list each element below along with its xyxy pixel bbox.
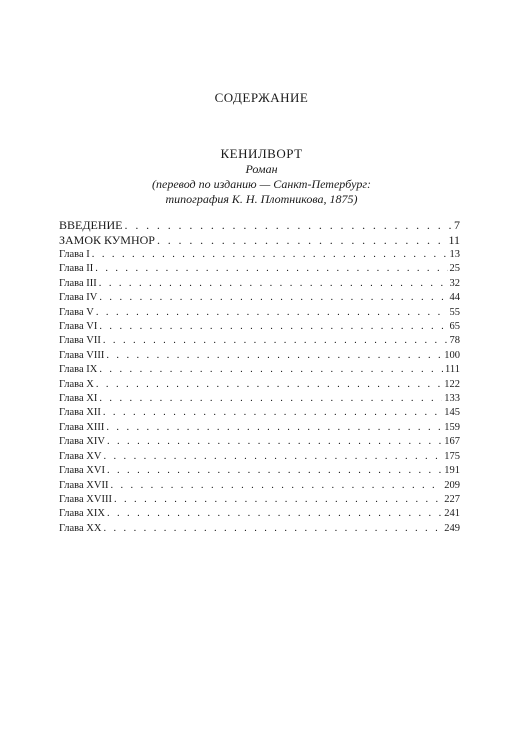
toc-entry-page: 145 (444, 407, 460, 419)
toc-entry-page: 65 (449, 321, 460, 333)
toc-entry-label: Глава VI (59, 321, 98, 333)
toc-entry-label: Глава XIV (59, 436, 105, 448)
toc-entry[interactable] (59, 277, 460, 291)
toc-entry[interactable] (59, 522, 460, 536)
toc-leader-dots (110, 479, 442, 493)
toc-entry[interactable] (59, 507, 460, 521)
toc-entry[interactable] (59, 291, 460, 305)
toc-entry-page: 25 (449, 263, 460, 275)
toc-leader-dots (106, 349, 442, 363)
work-header (0, 145, 523, 207)
toc-leader-dots (103, 334, 448, 348)
toc-entry-label: Глава VII (59, 335, 101, 347)
toc-entry-page: 191 (444, 465, 460, 477)
toc-entry[interactable] (59, 421, 460, 435)
toc-entry[interactable] (59, 435, 460, 449)
toc-entry-label: Глава XIII (59, 421, 105, 433)
toc-entry-page: 100 (444, 349, 460, 361)
toc-entry-label: ЗАМОК КУМНОР (59, 233, 155, 247)
work-note-line-1: (перевод по изданию — Санкт-Петербург: (152, 177, 371, 191)
toc-entry-label: Глава I (59, 249, 90, 260)
toc-leader-dots (107, 435, 442, 449)
toc-entry-label: Глава XVI (59, 465, 105, 477)
toc-entry-label: Глава IX (59, 364, 98, 376)
toc-entry[interactable] (59, 248, 460, 262)
toc-entry-page: 44 (449, 292, 460, 304)
toc-leader-dots (157, 233, 446, 248)
toc-entry[interactable] (59, 320, 460, 334)
toc-leader-dots (99, 363, 443, 377)
work-title: КЕНИЛВОРТ (220, 146, 303, 161)
toc-leader-dots (96, 306, 448, 320)
toc-entry-label: Глава V (59, 306, 94, 318)
toc-leader-dots (106, 421, 442, 435)
toc-leader-dots (107, 464, 442, 478)
toc-entry-page: 227 (444, 493, 460, 505)
toc-entry-label: Глава IV (59, 292, 98, 304)
table-of-contents (59, 218, 460, 536)
toc-entry-label: Глава XX (59, 522, 102, 534)
toc-leader-dots (103, 450, 442, 464)
toc-leader-dots (99, 277, 448, 291)
toc-leader-dots (96, 378, 442, 392)
toc-leader-dots (107, 507, 442, 521)
toc-entry[interactable] (59, 218, 460, 233)
toc-entry-page: 32 (449, 277, 460, 289)
toc-entry[interactable] (59, 334, 460, 348)
toc-entry-page: 209 (444, 479, 460, 491)
toc-entry[interactable] (59, 349, 460, 363)
toc-entry-label: Глава XV (59, 450, 102, 462)
toc-entry[interactable] (59, 479, 460, 493)
toc-entry-page: 167 (444, 436, 460, 448)
toc-leader-dots (103, 406, 442, 420)
toc-entry-page: 249 (444, 522, 460, 534)
toc-entry[interactable] (59, 306, 460, 320)
toc-entry[interactable] (59, 392, 460, 406)
toc-entry-page: 175 (444, 450, 460, 462)
toc-leader-dots (95, 262, 447, 276)
toc-entry-label: ВВЕДЕНИЕ (59, 218, 123, 232)
page-heading: СОДЕРЖАНИЕ (214, 90, 309, 105)
toc-leader-dots (114, 493, 442, 507)
toc-leader-dots (99, 320, 447, 334)
toc-entry-label: Глава VIII (59, 349, 105, 361)
toc-entry-page: 111 (445, 364, 460, 376)
toc-entry-page: 78 (449, 335, 460, 347)
toc-entry-label: Глава XII (59, 407, 101, 419)
toc-leader-dots (99, 291, 447, 305)
toc-entry[interactable] (59, 378, 460, 392)
toc-entry-page: 13 (449, 249, 460, 260)
toc-entry-label: Глава X (59, 378, 94, 390)
toc-entry[interactable] (59, 406, 460, 420)
toc-entry[interactable] (59, 363, 460, 377)
toc-entry[interactable] (59, 450, 460, 464)
toc-leader-dots (92, 248, 448, 262)
toc-entry[interactable] (59, 233, 460, 248)
toc-entry-label: Глава II (59, 263, 94, 275)
toc-entry-page: 133 (444, 393, 460, 405)
toc-entry-label: Глава XIX (59, 508, 105, 520)
toc-entry-page: 159 (444, 421, 460, 433)
toc-entry-label: Глава III (59, 277, 97, 289)
toc-entry-page: 55 (449, 306, 460, 318)
toc-entry-page: 122 (444, 378, 460, 390)
toc-leader-dots (125, 218, 452, 233)
toc-entry-label: Глава XVII (59, 479, 109, 491)
work-note-line-2: типография К. Н. Плотникова, 1875) (165, 192, 358, 206)
toc-entry[interactable] (59, 464, 460, 478)
work-subtitle: Роман (245, 162, 278, 176)
toc-entry-label: Глава XI (59, 393, 98, 405)
toc-entry-label: Глава XVIII (59, 493, 112, 505)
toc-entry-page: 11 (448, 233, 460, 247)
toc-leader-dots (99, 392, 442, 406)
toc-entry-page: 7 (454, 218, 460, 232)
toc-entry[interactable] (59, 493, 460, 507)
toc-entry[interactable] (59, 262, 460, 276)
toc-entry-page: 241 (444, 508, 460, 520)
toc-leader-dots (103, 522, 442, 536)
